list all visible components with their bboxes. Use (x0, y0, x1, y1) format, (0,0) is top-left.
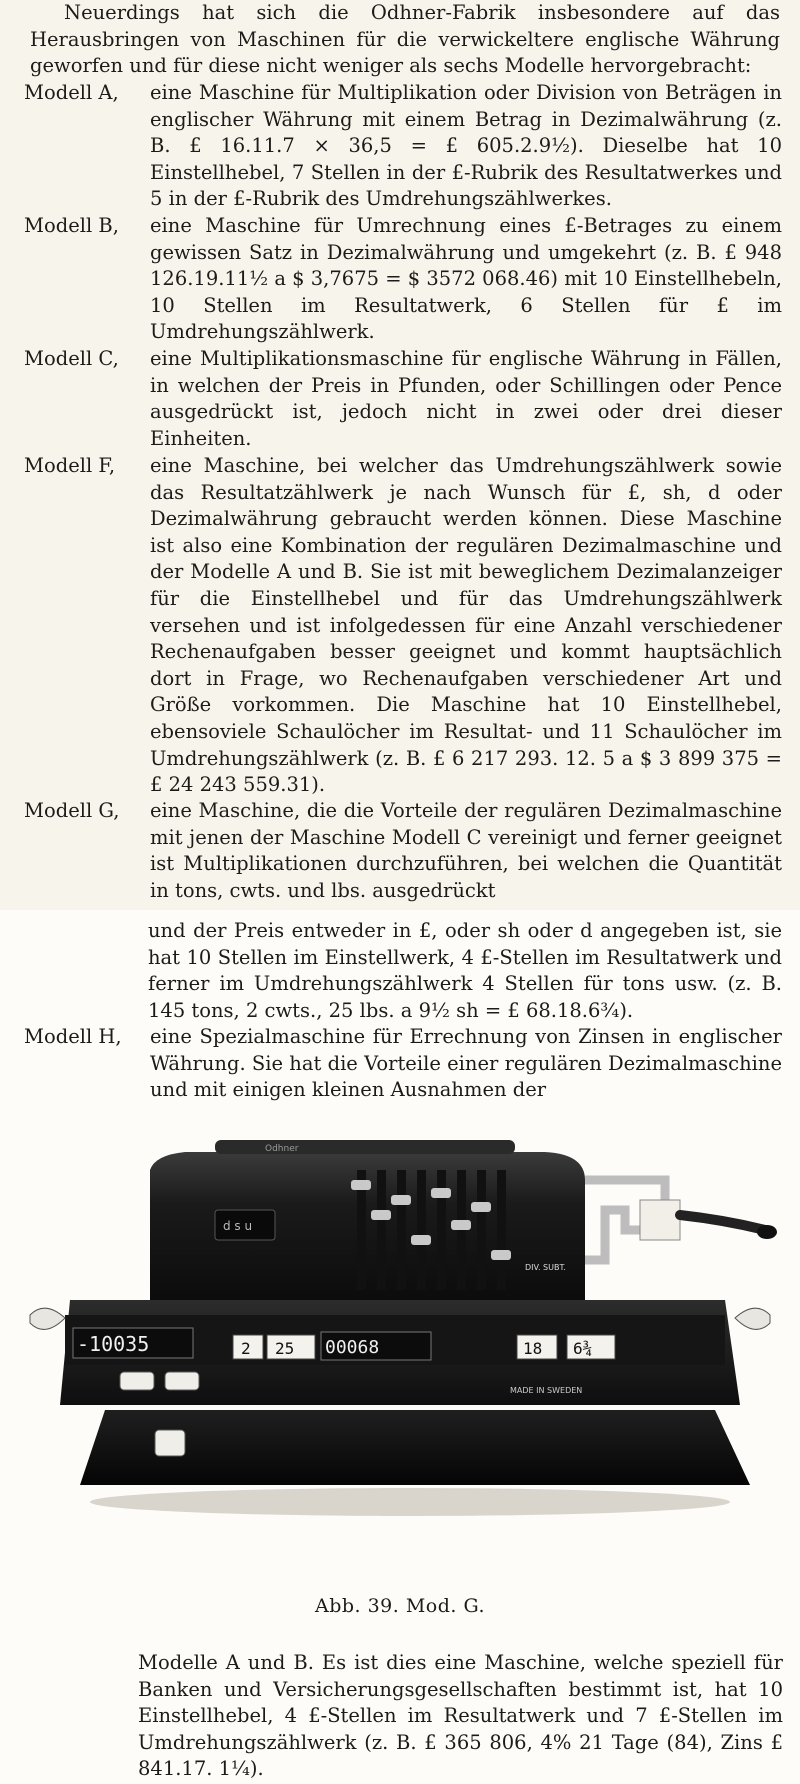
model-g-text: eine Maschine, die die Vorteile der regulären Dezimalmaschine mit jenen der Maschine Modell C vereinigt und ferner geeignet ist Multiplikationen durchzuführen, bei welchen die Quantität in tons, cwts. und lbs. ausgedrückt (150, 799, 782, 902)
div-subt-label: DIV. SUBT. (525, 1263, 566, 1272)
model-g-label: Modell G, (24, 799, 120, 822)
model-a-label: Modell A, (24, 81, 119, 104)
model-c-text: eine Multiplikationsmaschine für englische Währung in Fällen, in welchen der Preis in Pfunden, oder Schillingen oder Pence ausgedrückt ist, jedoch nicht in zwei oder drei dieser Einheiten. (150, 347, 782, 450)
model-a-text: eine Maschine für Multiplikation oder Division von Beträgen in englischer Währung mit einem Betrag in Dezimalwährung (z. B. £ 16.11.7 × 36,5 = £ 605.2.9½). Dieselbe hat 10 Einstellhebel, 7 Stellen in der £-Rubrik des Resultatwerkes und 5 in der £-Rubrik des Umdrehungszählwerkes. (150, 81, 782, 211)
key-right (165, 1372, 199, 1390)
calculating-machine-image (25, 1140, 795, 1520)
figure-machine-photo (25, 1140, 795, 1520)
mid-display-2: 25 (275, 1339, 295, 1358)
left-wing-nut (30, 1308, 65, 1329)
model-f-text: eine Maschine, bei welcher das Umdrehungszählwerk sowie das Resultatzählwerk je nach Wunsch für £, sh, d oder Dezimalwährung gebraucht werden können. Diese Maschine ist also eine Kombination der regulären Dezimalmaschine und der Modelle A und B. Sie ist mit beweglichem Dezimalanzeiger für die Einstellhebel und für das Umdrehungszählwerk versehen und ist infolgedessen für eine Anzahl verschiedener Rechenaufgaben besser geeignet und kommt hauptsächlich dort in Frage, wo Rechenaufgaben verschiedener Art und Größe vorkommen. Die Maschine hat 10 Einstellhebel, ebensoviele Schaulöcher im Resultat- und 11 Schaulöcher im Umdrehungszählwerk (z. B. £ 6 217 293. 12. 5 a $ 3 899 375 = £ 24 243 559.31). (150, 454, 782, 797)
made-in-sweden-label: MADE IN SWEDEN (510, 1386, 583, 1395)
model-g-continuation: und der Preis entweder in £, oder sh oder d angegeben ist, sie hat 10 Stellen im Einstellwerk, 4 £-Stellen im Resultatwerk und ferner im Umdrehungszählwerk 4 Stellen für tons usw. (z. B. 145 tons, 2 cwts., 25 lbs. a 9½ sh = £ 68.18.6¾). (148, 919, 782, 1022)
right-display-2: 6¾ (573, 1339, 593, 1358)
model-b-text: eine Maschine für Umrechnung eines £-Betrages zu einem gewissen Satz in Dezimalwährung und umgekehrt (z. B. £ 948 126.19.11½ a $ 3,7675 = $ 3572 068.46) mit 10 Einstellhebeln, 10 Stellen im Resultatwerk, 6 Stellen für £ im Umdrehungszählwerk. (150, 214, 782, 344)
model-h-text: eine Spezialmaschine für Errechnung von Zinsen in englischer Währung. Sie hat die Vorteile einer regulären Dezimalmaschine und mit einigen kleinen Ausnahmen der (150, 1025, 782, 1102)
model-c-label: Modell C, (24, 347, 119, 370)
right-display-1: 18 (523, 1339, 543, 1358)
right-wing-nut (735, 1308, 770, 1329)
intro-paragraph: Neuerdings hat sich die Odhner-Fabrik insbesondere auf das Herausbringen von Maschinen für die verwickeltere englische Währung geworfen und für diese nicht weniger als sechs Modelle hervorgebracht: (30, 1, 780, 78)
mid-display-3: 00068 (325, 1337, 380, 1358)
final-paragraph: Modelle A und B. Es ist dies eine Maschine, welche speziell für Banken und Versicherungsgesellschaften bestimmt ist, hat 10 Einstellhebel, 4 £-Stellen im Resultatwerk und 7 £-Stellen im Umdrehungszählwerk (z. B. £ 365 806, 4% 21 Tage (84), Zins £ 841.17. 1¼). (138, 1651, 783, 1781)
left-result-display: -10035 (77, 1332, 150, 1356)
figure-caption: Abb. 39. Mod. G. (314, 1595, 486, 1617)
model-f-label: Modell F, (24, 454, 116, 477)
machine-brand-text: Odhner (265, 1144, 299, 1154)
key-left (120, 1372, 154, 1390)
clearing-knob (155, 1430, 185, 1456)
model-h-label: Modell H, (24, 1025, 122, 1048)
crank-handle (680, 1215, 765, 1230)
svg-text:d s u: d s u (223, 1219, 253, 1233)
model-b-label: Modell B, (24, 214, 119, 237)
mid-display-1: 2 (241, 1339, 251, 1358)
